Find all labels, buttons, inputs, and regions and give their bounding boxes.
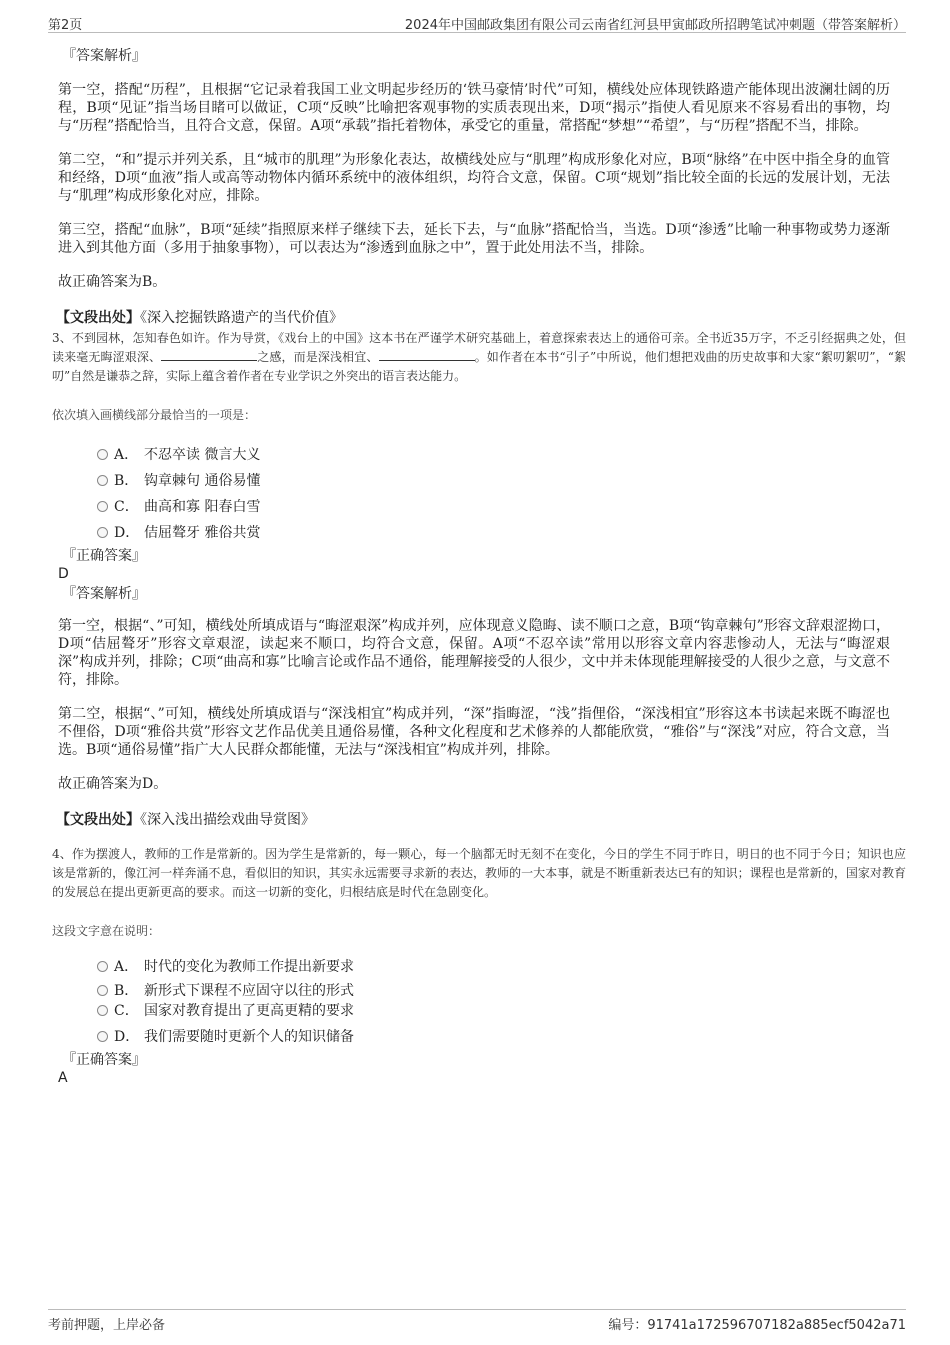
q3-blank-2 xyxy=(379,348,475,361)
q4-options xyxy=(56,953,906,1049)
q4-answer-label: 『正确答案』 xyxy=(62,1052,146,1068)
q2-conclusion: 故正确答案为B。 xyxy=(58,274,167,290)
q2-source-title: 《深入挖掘铁路遗产的当代价值》 xyxy=(140,310,343,326)
q2-source-label: 【文段出处】 xyxy=(56,310,140,326)
q3-analysis-p2: 第二空，根据“、”可知，横线处所填成语与“深浅相宜”构成并列，“深”指晦涩，“浅”指俚俗，“深浅相宜”形容这本书读起来既不晦涩也不俚俗，D项“雅俗共赏”形容文艺作品优美且通俗易懂，各种文化程度和艺术修养的人都能欣赏，“雅俗”与“深浅”对应，符合文意，当选。B项“通俗易懂”指广大人民群众都能懂，无法与“深浅相宜”构成并列，排除。 xyxy=(58,706,890,758)
q3-stem xyxy=(52,329,906,386)
q3-analysis-label: 『答案解析』 xyxy=(62,586,146,602)
page-content xyxy=(52,44,906,1087)
q2-source xyxy=(56,309,906,327)
page-footer xyxy=(48,1309,906,1334)
q3-stem-part-c: 。如作者在本书“引子”中所说，他们想把戏曲的历史故事和大家“絮叨絮叨”，“絮叨”自然是谦恭之辞，实际上蕴含着作者在专业学识之外突出的语言表达能力。 xyxy=(52,350,906,383)
q4-option-c[interactable]: C． 国家对教育提出了更高更精的要求 xyxy=(56,997,906,1023)
q2-analysis-label: 『答案解析』 xyxy=(62,48,146,64)
q3-stem-part-a: 3、不到园林，怎知春色如许。作为导赏，《戏台上的中国》这本书在严谨学术研究基础上，着意探索表达上的通俗可亲。全书近35万字，不乏引经据典之处，但读来毫无晦涩艰深、 xyxy=(52,331,906,364)
q2-analysis-p3: 第三空，搭配“血脉”，B项“延续”指照原来样子继续下去，延长下去，与“血脉”搭配恰当，当选。D项“渗透”比喻一种事物或势力逐渐进入到其他方面（多用于抽象事物），可以表达为“渗透到血脉之中”，置于此处用法不当，排除。 xyxy=(58,222,890,256)
q3-conclusion: 故正确答案为D。 xyxy=(58,776,168,792)
radio-icon[interactable] xyxy=(97,985,108,996)
q2-analysis-p1: 第一空，搭配“历程”，且根据“它记录着我国工业文明起步经历的‘铁马豪情’时代”可知，横线处应体现铁路遗产能体现出波澜壮阔的历程，B项“见证”指当场目睹可以做证，C项“反映”比喻把客观事物的实质表现出来，D项“揭示”指使人看见原来不容易看出的事物，均与“历程”搭配恰当，且符合文意，保留。A项“承载”指托着物体，承受它的重量，常搭配“梦想”“希望”，与“历程”搭配不当，排除。 xyxy=(58,82,890,134)
page-header xyxy=(48,12,906,33)
radio-icon[interactable] xyxy=(97,475,108,486)
q3-source xyxy=(56,811,906,829)
radio-icon[interactable] xyxy=(97,527,108,538)
q4-answer: A xyxy=(58,1070,68,1086)
q3-answer: D xyxy=(58,566,69,582)
q4-option-d[interactable]: D． 我们需要随时更新个人的知识储备 xyxy=(56,1023,906,1049)
q4-hint: 这段文字意在说明： xyxy=(52,924,161,938)
radio-icon[interactable] xyxy=(97,961,108,972)
q3-blank-1 xyxy=(161,348,257,361)
q3-option-c[interactable]: C． 曲高和寡 阳春白雪 xyxy=(56,493,906,519)
radio-icon[interactable] xyxy=(97,1031,108,1042)
radio-icon[interactable] xyxy=(97,501,108,512)
q4-option-b[interactable]: B． 新形式下课程不应固守以往的形式 xyxy=(56,977,906,997)
q3-option-b[interactable]: B． 钩章棘句 通俗易懂 xyxy=(56,467,906,493)
footer-serial: 编号：91741a172596707182a885ecf5042a71 xyxy=(608,1318,906,1333)
footer-slogan: 考前押题，上岸必备 xyxy=(48,1318,166,1333)
page-number: 第2页 xyxy=(48,18,83,33)
q3-source-title: 《深入浅出描绘戏曲导赏图》 xyxy=(140,812,315,828)
document-title: 2024年中国邮政集团有限公司云南省红河县甲寅邮政所招聘笔试冲刺题（带答案解析） xyxy=(404,18,906,33)
q3-source-label: 【文段出处】 xyxy=(56,812,140,828)
q3-option-a[interactable]: A． 不忍卒读 微言大义 xyxy=(56,441,906,467)
radio-icon[interactable] xyxy=(97,1005,108,1016)
q4-option-a[interactable]: A． 时代的变化为教师工作提出新要求 xyxy=(56,953,906,977)
q3-analysis-p1: 第一空，根据“、”可知，横线处所填成语与“晦涩艰深”构成并列，应体现意义隐晦、读不顺口之意，B项“钩章棘句”形容文辞艰涩拗口，D项“佶屈聱牙”形容文章艰涩，读起来不顺口，均符合文意，保留。A项“不忍卒读”常用以形容文章内容悲惨动人，无法与“晦涩艰深”构成并列，排除；C项“曲高和寡”比喻言论或作品不通俗，能理解接受的人很少，文中并未体现能理解接受的人很少之意，与文意不符，排除。 xyxy=(58,618,890,688)
radio-icon[interactable] xyxy=(97,449,108,460)
q3-options xyxy=(56,441,906,545)
q3-hint: 依次填入画横线部分最恰当的一项是： xyxy=(52,408,257,422)
q2-analysis-p2: 第二空，“和”提示并列关系，且“城市的肌理”为形象化表达，故横线处应与“肌理”构成形象化对应，B项“脉络”在中医中指全身的血管和经络，D项“血液”指人或高等动物体内循环系统中的液体组织，均符合文意，保留。C项“规划”指比较全面的长远的发展计划，无法与“肌理”构成形象化对应，排除。 xyxy=(58,152,890,204)
q3-stem-part-b: 之感，而是深浅相宜、 xyxy=(257,350,379,364)
q3-option-d[interactable]: D． 佶屈聱牙 雅俗共赏 xyxy=(56,519,906,545)
q4-stem: 4、作为摆渡人，教师的工作是常新的。因为学生是常新的，每一颗心，每一个脑都无时无刻不在变化，今日的学生不同于昨日，明日的也不同于今日；知识也应该是常新的，像江河一样奔涌不息，看似旧的知识，其实永远需要寻求新的表达，教师的一大本事，就是不断重新表达已有的知识；课程也是常新的，国家对教育的发展总在提出更新更高的要求。而这一切新的变化，归根结底是时代在急剧变化。 xyxy=(52,847,906,899)
q3-answer-label: 『正确答案』 xyxy=(62,548,146,564)
